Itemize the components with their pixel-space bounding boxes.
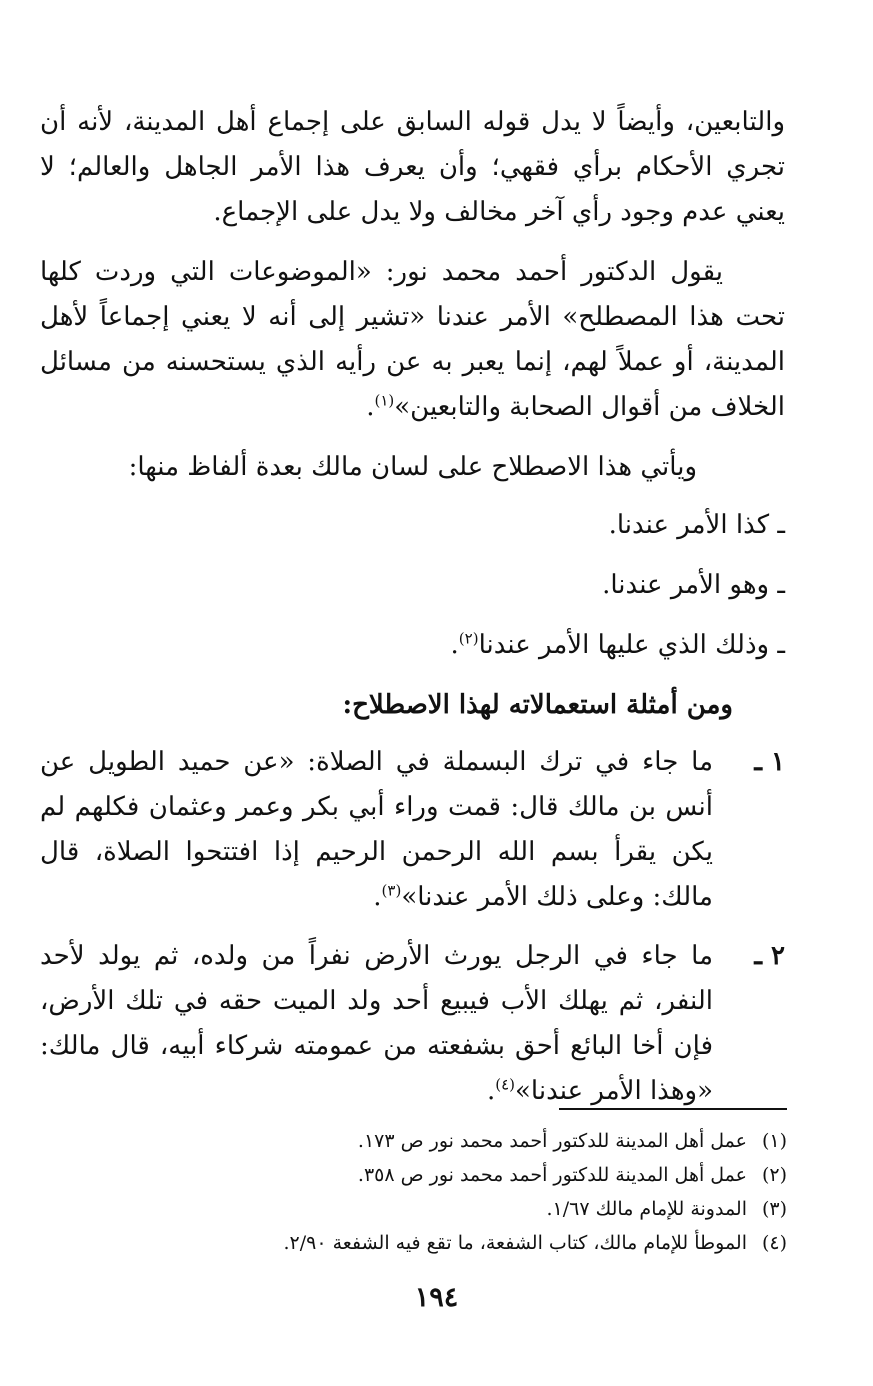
footnote-text: الموطأ للإمام مالك، كتاب الشفعة، ما تقع فيه الشفعة ٢/٩٠. xyxy=(283,1232,747,1254)
paragraph-3: ويأتي هذا الاصطلاح على لسان مالك بعدة ألفاظ منها: xyxy=(128,452,697,482)
footnote-2 xyxy=(42,1158,787,1192)
footnote-separator xyxy=(559,1108,787,1110)
footnote-mark: (٤) xyxy=(761,1232,787,1254)
paragraph-1: والتابعين، وأيضاً لا يدل قوله السابق على إجماع أهل المدينة، لأنه أن تجري الأحكام برأي فقهي؛ وأن يعرف هذا الأمر الجاهل والعالم؛ لا يعني عدم وجود رأي آخر مخالف ولا يدل على الإجماع. xyxy=(40,107,785,227)
example-1-text: ما جاء في ترك البسملة في الصلاة: «عن حميد الطويل عن أنس بن مالك قال: قمت وراء أبي بكر وعمر وعثمان فكلهم لم يكن يقرأ بسم الله الرحمن الرحيم إذا افتتحوا الصلاة، قال مالك: وعلى ذلك الأمر عندنا»$^{(٣)}$. xyxy=(40,747,713,912)
example-1 xyxy=(40,740,785,920)
example-1-number: ١ ـ xyxy=(754,747,785,777)
footnote-4 xyxy=(42,1226,787,1260)
term-item-1: ـ كذا الأمر عندنا. xyxy=(608,510,785,540)
footnote-ref-2: (٢) xyxy=(458,629,479,648)
term-item-2: ـ وهو الأمر عندنا. xyxy=(602,570,785,600)
example-2-number: ٢ ـ xyxy=(754,941,785,971)
footnote-mark: (٢) xyxy=(761,1164,787,1186)
footnote-ref-3: (٣) xyxy=(381,881,402,900)
footnote-3 xyxy=(42,1192,787,1226)
footnote-ref-1: (١) xyxy=(374,391,395,410)
footnote-text: المدونة للإمام مالك ١/٦٧. xyxy=(546,1198,747,1220)
footnote-ref-4: (٤) xyxy=(495,1075,516,1094)
footnote-text: عمل أهل المدينة للدكتور أحمد محمد نور ص ١٧٣. xyxy=(357,1130,747,1152)
footnote-1 xyxy=(42,1124,787,1158)
main-text xyxy=(40,100,785,1128)
footnote-text: عمل أهل المدينة للدكتور أحمد محمد نور ص ٣٥٨. xyxy=(357,1164,747,1186)
example-2 xyxy=(40,934,785,1114)
footnote-mark: (١) xyxy=(761,1130,787,1152)
page-number: ١٩٤ xyxy=(414,1282,459,1313)
paragraph-2: يقول الدكتور أحمد محمد نور: «الموضوعات التي وردت كلها تحت هذا المصطلح» الأمر عندنا «تشير إلى أنه لا يعني إجماعاً لأهل المدينة، أو عملاً لهم، إنما يعبر به عن رأيه الذي يستحسنه من مسائل الخلاف من أقوال الصحابة والتابعين»$^{(١)}$. xyxy=(40,257,785,422)
footnote-mark: (٣) xyxy=(761,1198,787,1220)
section-heading: ومن أمثلة استعمالاته لهذا الاصطلاح: xyxy=(342,690,733,720)
term-item-3: ـ وذلك الذي عليها الأمر عندنا$^{(٢)}$. xyxy=(450,629,785,660)
footnotes xyxy=(42,1124,787,1260)
example-2-text: ما جاء في الرجل يورث الأرض نفراً من ولده، ثم يولد لأحد النفر، ثم يهلك الأب فيبيع أحد ولد الميت حقه في تلك الأرض، فإن أخا البائع أحق بشفعته من عمومته شركاء أبيه، قال مالك: «وهذا الأمر عندنا»$^{(٤)}$. xyxy=(40,941,713,1106)
